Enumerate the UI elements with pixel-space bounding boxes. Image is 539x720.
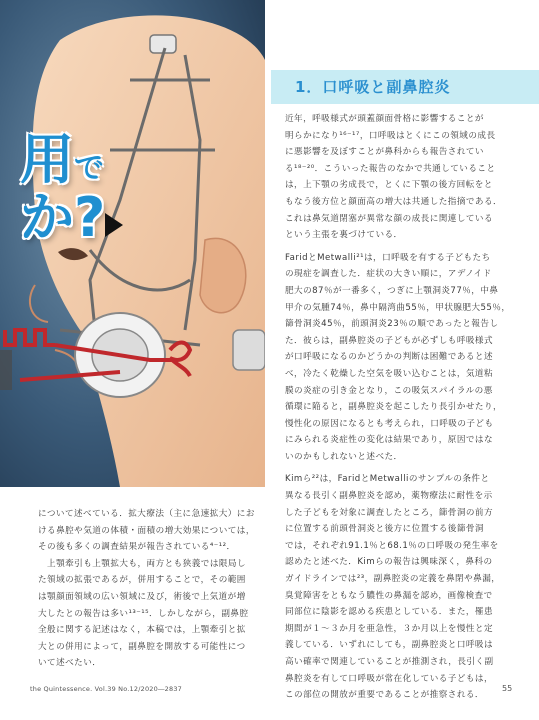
section-heading-band <box>271 70 539 104</box>
text-line: は顎顔面領域の広い領域に及び，術後で上気道が増 <box>38 591 246 602</box>
play-triangle-icon <box>105 213 123 237</box>
text-line: Kimら²²は，FaridとMetwalliのサンプルの条件と <box>285 474 490 485</box>
text-line: 甲介の気腫74％，鼻中隔湾曲55％，甲状腺肥大55％， <box>285 302 511 313</box>
text-line: 大との併用によって，副鼻腔を開放する可能性につ <box>38 641 246 652</box>
text-line: その後も多くの調査結果が報告されている⁴⁻¹²． <box>38 542 236 553</box>
journal-footer: the Quintessence. Vol.39 No.12/2020―2837 <box>30 685 183 693</box>
text-line: いのかもしれないと述べた． <box>285 451 403 462</box>
text-line: 同部位に陰影を認める疾患としている．また，罹患 <box>285 607 494 618</box>
text-line: 大したとの報告は多い¹³⁻¹⁵．しかしながら，副鼻腔 <box>38 608 249 619</box>
text-line: る¹⁸⁻²⁰．こういった報告のなかで共通していること <box>285 163 496 174</box>
text-line: この部位の開放が重要であることが推察される． <box>285 690 484 701</box>
right-column <box>285 111 515 704</box>
text-line: 義している．いずれにしても，副鼻腔炎と口呼吸は <box>285 640 494 651</box>
text-line: もなう後方位と顔面高の増大は共通した指摘である． <box>285 196 503 207</box>
text-line: 異なる長引く副鼻腔炎を認め，薬物療法に耐性を示 <box>285 491 493 502</box>
text-line: にみられる炎症性の変化は結果であり，原因ではな <box>285 435 494 446</box>
headgear-illustration <box>0 0 265 487</box>
text-line: いて述べたい． <box>38 658 102 669</box>
text-line: 鼻腔炎を有して口呼吸が常在化している子どもは， <box>285 673 494 684</box>
text-line: ガイドラインでは²³，副鼻腔炎の定義を鼻閉や鼻漏， <box>285 574 501 585</box>
text-line: 上顎牽引も上顎拡大も，両方とも狭義では限局し <box>38 558 247 569</box>
text-line: 期間が１～３か月を亜急性，３か月以上を慢性と定 <box>285 623 494 634</box>
text-line: FaridとMetwalli²¹は，口呼吸を有する子どもたち <box>285 252 491 263</box>
text-line: に位置する前頭骨洞炎と後方に位置する後篩骨洞 <box>285 524 484 535</box>
text-line: が口呼吸になるのかどうかの判断は困難であると述 <box>285 352 494 363</box>
text-line: の現症を調査した．症状の大きい順に，アデノイド <box>285 269 492 280</box>
text-line: これは鼻気道閉塞が異常な顔の成長に関連している <box>285 213 494 224</box>
text-line: 近年，呼吸様式が頭蓋顔面骨格に影響することが <box>285 114 484 124</box>
section-heading: 1．口呼吸と副鼻腔炎 <box>295 78 451 96</box>
text-line: 慢性化の原因になるとも考えられ，口呼吸の子ども <box>285 418 494 429</box>
text-line: べ，冷たく乾燥した空気を吸い込むことは，気道粘 <box>285 368 494 379</box>
text-line: 高い確率で関連していることが推測され，長引く副 <box>285 657 494 667</box>
text-line: 認めたと述べた．Kimらの報告は興味深く，鼻科の <box>285 557 493 568</box>
text-line: 臭覚障害をともなう膿性の鼻漏を認め，画像検査で <box>285 590 493 601</box>
overlay-line1-big: 用 <box>20 128 74 191</box>
text-line: した子どもを対象に調査したところ，篩骨洞の前方 <box>285 507 494 518</box>
text-line: 明らかになり¹⁶⁻¹⁷，口呼吸はとくにこの領域の成長 <box>285 130 496 141</box>
overlay-line2: か? <box>20 186 106 249</box>
overlay-line1-small: で <box>74 151 104 186</box>
text-line: に悪影響を及ぼすことが鼻科からも報告されてい <box>285 147 484 158</box>
text-line: 膜の炎症の引き金となり，この吸気スパイラルの悪 <box>285 385 493 396</box>
page-number: 55 <box>502 684 513 693</box>
text-line: は，上下顎の劣成長で，とくに下顎の後方回転をと <box>285 180 493 191</box>
text-line: 全般に関する記述はなく，本稿では，上顎牽引と拡 <box>38 625 246 636</box>
text-line: について述べている．拡大療法（主に急速拡大）にお <box>38 509 255 519</box>
text-line: 篩骨洞炎45％，前頭洞炎23％の順であったと報告し <box>285 319 499 330</box>
text-line: た領域の拡張であるが，併用することで，その範囲 <box>38 575 246 586</box>
text-line: 循環に陥ると，副鼻腔炎を起こしたり長引かせたり， <box>285 402 503 413</box>
left-column <box>38 506 256 672</box>
text-line: という主張を裏づけている． <box>285 230 403 241</box>
text-line: ける鼻腔や気道の体積・面積の増大効果については， <box>38 525 255 536</box>
overlay-title <box>20 130 170 250</box>
text-line: た．彼らは，副鼻腔炎の子どもが必ずしも呼吸様式 <box>285 335 494 346</box>
text-line: では，それぞれ91.1％と68.1％の口呼吸の発生率を <box>285 540 499 551</box>
text-line: 肥大の87％が一番多く，つぎに上顎洞炎77％，中鼻 <box>285 285 499 296</box>
